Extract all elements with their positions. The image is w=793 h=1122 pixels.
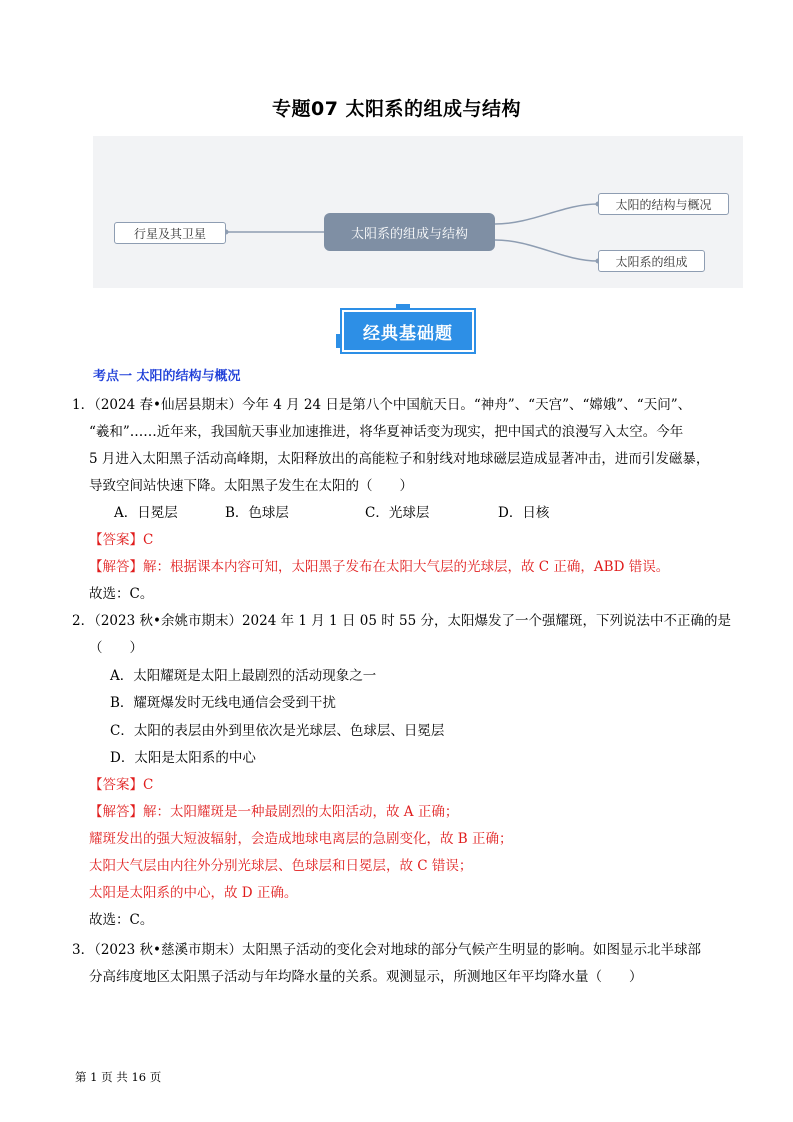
q2-analysis-line: 太阳大气层由内往外分别光球层、色球层和日冕层，故 C 错误； <box>89 858 473 874</box>
page-footer: 第 1 页 共 16 页 <box>75 1070 162 1084</box>
q1-option-a: A．日冕层 <box>114 505 178 521</box>
q1-line: 5 月进入太阳黑子活动高峰期，太阳释放出的高能粒子和射线对地球磁层造成显著冲击，进而引发磁暴， <box>89 451 710 467</box>
q2-conclusion: 故选：C。 <box>89 912 154 928</box>
q1-conclusion: 故选：C。 <box>89 586 154 602</box>
q2-line: 2．（2023 秋•余姚市期末）2024 年 1 月 1 日 05 时 55 分，太阳爆发了一个强耀斑，下列说法中不正确的是 <box>72 613 731 629</box>
q3-line: 分高纬度地区太阳黑子活动与年均降水量的关系。观测显示，所测地区年平均降水量（ ） <box>89 969 643 985</box>
q2-analysis-line: 耀斑发出的强大短波辐射，会造成地球电离层的急剧变化，故 B 正确； <box>89 831 513 847</box>
q2-option-c: C．太阳的表层由外到里依次是光球层、色球层、日冕层 <box>110 723 445 739</box>
q1-analysis: 【解答】解：根据课本内容可知，太阳黑子发布在太阳大气层的光球层，故 C 正确，ABD 错误。 <box>89 559 670 575</box>
mind-map <box>93 136 743 288</box>
q1-option-c: C．光球层 <box>365 505 430 521</box>
q2-option-b: B．耀斑爆发时无线电通信会受到干扰 <box>110 695 336 711</box>
mindmap-node-center: 太阳系的组成与结构 <box>324 213 495 251</box>
q3-line: 3．（2023 秋•慈溪市期末）太阳黑子活动的变化会对地球的部分气候产生明显的影响。如图显示北半球部 <box>72 942 701 958</box>
page-title: 专题07 太阳系的组成与结构 <box>271 98 522 120</box>
q2-option-a: A．太阳耀斑是太阳上最剧烈的活动现象之一 <box>110 668 377 684</box>
section-heading: 考点一 太阳的结构与概况 <box>93 369 241 384</box>
mindmap-node-right-top: 太阳的结构与概况 <box>598 193 729 215</box>
q1-answer: 【答案】C <box>89 532 154 548</box>
q1-line: “羲和”……近年来，我国航天事业加速推进，将华夏神话变为现实，把中国式的浪漫写入太空。今年 <box>89 424 684 440</box>
q2-option-d: D．太阳是太阳系的中心 <box>110 750 256 766</box>
q2-analysis-line: 太阳是太阳系的中心，故 D 正确。 <box>89 885 298 901</box>
q2-line: （ ） <box>89 640 143 656</box>
q1-option-b: B．色球层 <box>225 505 289 521</box>
badge-label: 经典基础题 <box>342 310 474 352</box>
q1-line: 导致空间站快速下降。太阳黑子发生在太阳的（ ） <box>89 478 413 494</box>
q2-analysis-line: 【解答】解：太阳耀斑是一种最剧烈的太阳活动，故 A 正确； <box>89 804 459 820</box>
mindmap-node-right-bottom: 太阳系的组成 <box>598 250 705 272</box>
q1-option-d: D．日核 <box>498 505 550 521</box>
q2-answer: 【答案】C <box>89 777 154 793</box>
mindmap-node-left: 行星及其卫星 <box>114 222 226 244</box>
section-badge <box>336 304 480 358</box>
q1-line: 1．（2024 春•仙居县期末）今年 4 月 24 日是第八个中国航天日。“神舟”、“天宫”、“嫦娥”、“天问”、 <box>72 397 692 413</box>
